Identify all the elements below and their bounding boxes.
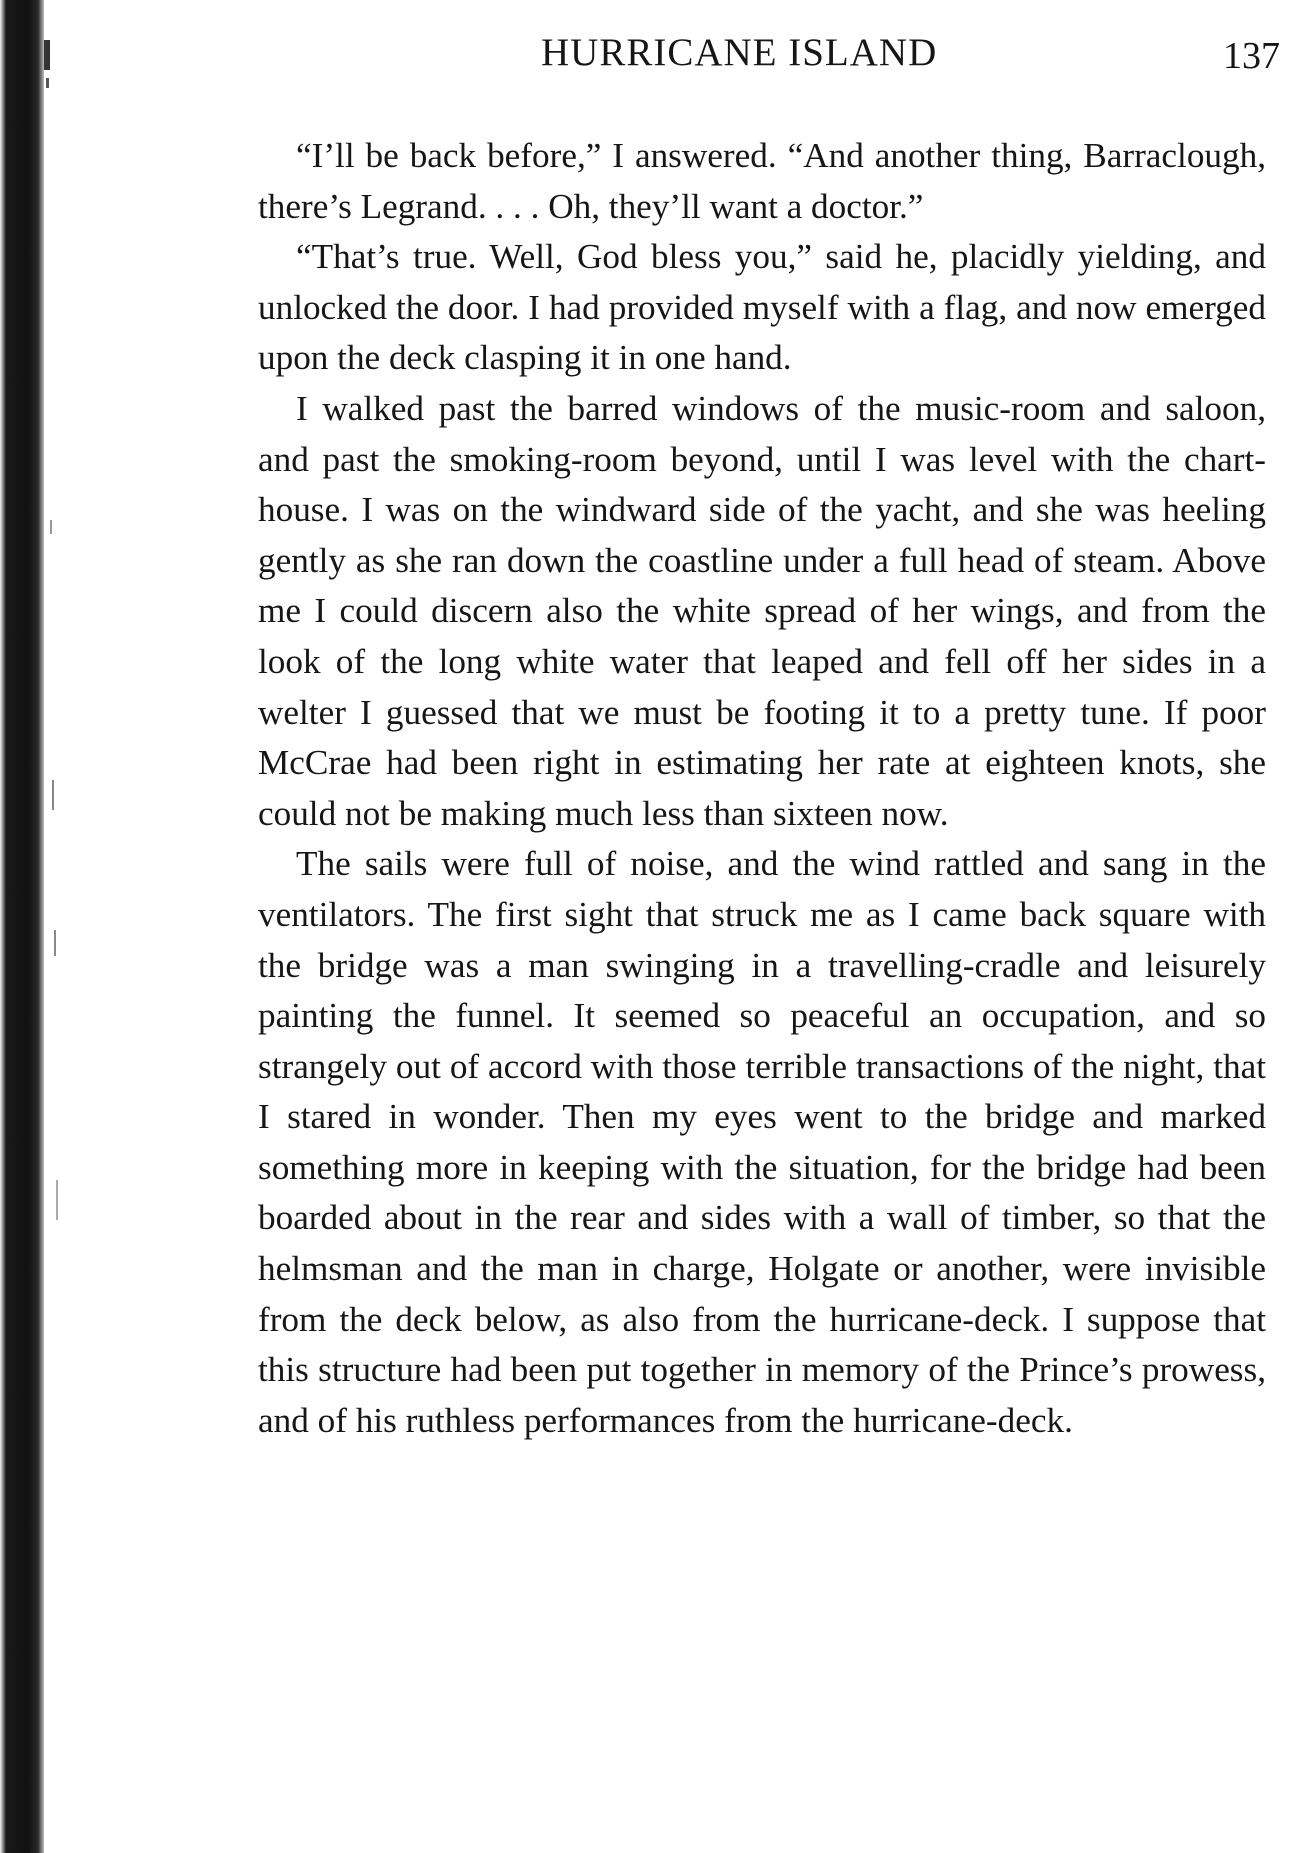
running-title: HURRICANE ISLAND bbox=[541, 31, 938, 74]
paragraph: “I’ll be back before,” I answered. “And another thing, Barraclough, there’s Legrand. . . . Oh, they’ll want a doctor.” bbox=[258, 136, 1266, 226]
page-number: 137 bbox=[1223, 35, 1280, 77]
binding-gutter-shadow bbox=[0, 0, 44, 1853]
scan-specks bbox=[44, 0, 74, 1853]
page-header bbox=[258, 30, 1280, 90]
body-text bbox=[258, 131, 1266, 1446]
paragraph: The sails were full of noise, and the wind rattled and sang in the ventilators. The first sight that struck me as I came back square with the bridge was a man swinging in a travelling-cradle and leisurely painting the funnel. It seemed so peaceful an occupation, and so strangely out of accord with those terrible transactions of the night, that I stared in wonder. Then my eyes went to the bridge and marked something more in keeping with the situation, for the bridge had been boarded about in the rear and sides with a wall of timber, so that the helmsman and the man in charge, Holgate or another, were invisible from the deck below, as also from the hurricane-deck. I suppose that this structure had been put together in memory of the Prince’s prowess, and of his ruthless performances from the hurricane-deck. bbox=[258, 844, 1266, 1440]
paragraph: I walked past the barred windows of the music-room and saloon, and past the smoking-room beyond, until I was level with the chart-house. I was on the windward side of the yacht, and she was heeling gently as she ran down the coastline under a full head of steam. Above me I could discern also the white spread of her wings, and from the look of the long white water that leaped and fell off her sides in a welter I guessed that we must be footing it to a pretty tune. If poor McCrae had been right in estimating her rate at eighteen knots, she could not be making much less than sixteen now. bbox=[258, 388, 1266, 833]
paragraph: “That’s true. Well, God bless you,” said he, placidly yielding, and unlocked the door. I had provided myself with a flag, and now emerged upon the deck clasping it in one hand. bbox=[258, 237, 1266, 378]
